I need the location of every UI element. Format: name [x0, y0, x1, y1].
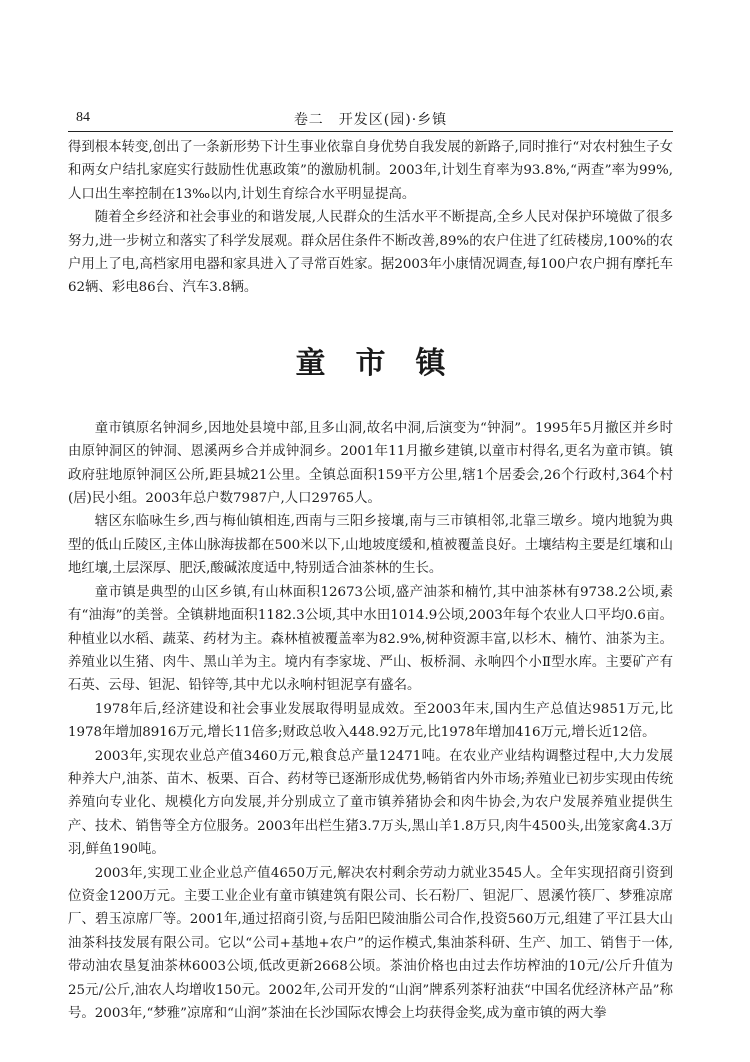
paragraph: 得到根本转变,创出了一条新形势下计生事业依靠自身优势自我发展的新路子,同时推行“对农村独生子女和两女户结扎家庭实行鼓励性优惠政策”的激励机制。2003年,计划生育率为93.8%,“两查”率为99%,人口出生率控制在13‰以内,计划生育综合水平明显提高。: [68, 140, 673, 202]
paragraph: 辖区东临咏生乡,西与梅仙镇相连,西南与三阳乡接壤,南与三市镇相邻,北靠三墩乡。境内地貌为典型的低山丘陵区,主体山脉海拔都在500米以下,山地坡度缓和,植被覆盖良好。土壤结构主要是红壤和山地红壤,土层深厚、肥沃,酸碱浓度适中,特别适合油茶林的生长。: [68, 514, 673, 577]
page-body: [68, 136, 673, 1025]
paragraph: 2003年,实现工业企业总产值4650万元,解决农村剩余劳动力就业3545人。全年实现招商引资到位资金1200万元。主要工业企业有童市镇建筑有限公司、长石粉厂、钽泥厂、恩溪竹筷厂、梦雅凉席厂、碧玉凉席厂等。2001年,通过招商引资,与岳阳巴陵油脂公司合作,投资560万元,组建了平江县大山油茶科技发展有限公司。它以“公司+基地+农户”的运作模式,集油茶科研、生产、加工、销售于一体,带动油农垦复油茶林6003公顷,低改更新2668公顷。茶油价格也由过去作坊榨油的10元/公斤升值为25元/公斤,油农人均增收150元。2002年,公司开发的“山润”牌系列茶籽油获“中国名优经济林产品”称号。2003年,“梦雅”凉席和“山润”茶油在长沙国际农博会上均获得金奖,成为童市镇的两大拳: [68, 865, 673, 1021]
running-head: 卷二 开发区(园)·乡镇: [293, 112, 448, 128]
page-header: [68, 108, 673, 132]
paragraph: 童市镇是典型的山区乡镇,有山林面积12673公顷,盛产油茶和楠竹,其中油茶林有9738.2公顷,素有“油海”的美誉。全镇耕地面积1182.3公顷,其中水田1014.9公顷,2003年每个农业人口平均0.6亩。种植业以水稻、蔬菜、药材为主。森林植被覆盖率为82.9%,树种资源丰富,以杉木、楠竹、油茶为主。养殖业以生猪、肉牛、黑山羊为主。境内有李家垅、严山、板桥洞、永响四个小Ⅱ型水库。主要矿产有石英、云母、钽泥、铅锌等,其中尤以永响村钽泥享有盛名。: [68, 584, 673, 694]
paragraph: 2003年,实现农业总产值3460万元,粮食总产量12471吨。在农业产业结构调整过程中,大力发展种养大户,油茶、苗木、板栗、百合、药材等已逐渐形成优势,畅销省内外市场;养殖业已初步实现由传统养殖向专业化、规模化方向发展,并分别成立了童市镇养猪协会和肉牛协会,为农户发展养殖业提供生产、技术、销售等全方位服务。2003年出栏生猪3.7万头,黑山羊1.8万只,肉牛4500头,出笼家禽4.3万羽,鲜鱼190吨。: [68, 748, 673, 858]
header-rule: [68, 131, 673, 132]
paragraph: 随着全乡经济和社会事业的和谐发展,人民群众的生活水平不断提高,全乡人民对保护环境做了很多努力,进一步树立和落实了科学发展观。群众居住条件不断改善,89%的农户住进了红砖楼房,100%的农户用上了电,高档家用电器和家具进入了寻常百姓家。据2003年小康情况调查,每100户农户拥有摩托车62辆、彩电86台、汽车3.8辆。: [68, 210, 673, 296]
paragraph: 童市镇原名钟洞乡,因地处县境中部,且多山洞,故名中洞,后演变为“钟洞”。1995年5月撤区并乡时由原钟洞区的钟洞、恩溪两乡合并成钟洞乡。2001年11月撤乡建镇,以童市村得名,更名为童市镇。镇政府驻地原钟洞区公所,距县城21公里。全镇总面积159平方公里,辖1个居委会,26个行政村,364个村(居)民小组。2003年总户数7987户,人口29765人。: [68, 420, 673, 507]
section-title: 童市镇: [295, 345, 476, 381]
paragraph: 1978年后,经济建设和社会事业发展取得明显成效。至2003年末,国内生产总值达9851万元,比1978年增加8916万元,增长11倍多;财政总收入448.92万元,比1978年增加416万元,增长近12倍。: [68, 701, 673, 741]
page-number: 84: [76, 110, 90, 125]
